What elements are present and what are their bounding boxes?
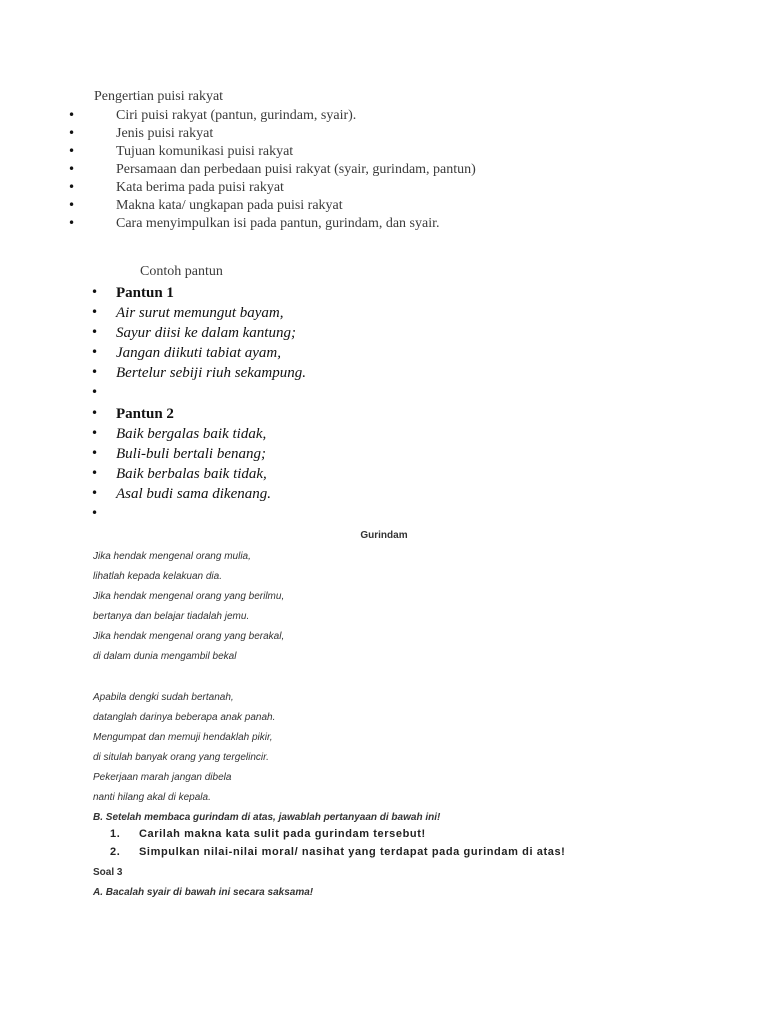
bullet: • — [91, 345, 99, 359]
pantun-line: Air surut memungut bayam, — [116, 305, 284, 321]
bullet: • — [91, 305, 99, 319]
bullet: • — [68, 144, 76, 158]
bullet: • — [68, 162, 76, 176]
gurindam-line: lihatlah kepada kelakuan dia. — [93, 571, 222, 582]
list-item-text: Ciri puisi rakyat (pantun, gurindam, syair). — [116, 108, 357, 123]
bullet: • — [91, 446, 99, 460]
bullet: • — [91, 406, 99, 420]
bullet: • — [68, 216, 76, 230]
bullet: • — [91, 486, 99, 500]
gurindam-line: nanti hilang akal di kepala. — [93, 792, 211, 803]
question-number: 1. — [110, 828, 121, 840]
bullet: • — [91, 466, 99, 480]
instruction-a: A. Bacalah syair di bawah ini secara saksama! — [93, 887, 314, 898]
section-title-gurindam: Gurindam — [360, 530, 408, 541]
question-text: Simpulkan nilai-nilai moral/ nasihat yang terdapat pada gurindam di atas! — [139, 846, 566, 858]
bullet: • — [68, 198, 76, 212]
list-item-text: Persamaan dan perbedaan puisi rakyat (syair, gurindam, pantun) — [116, 162, 476, 177]
gurindam-line: di situlah banyak orang yang tergelincir. — [93, 752, 269, 763]
bullet: • — [91, 506, 99, 520]
bullet: • — [68, 108, 76, 122]
question-number: 2. — [110, 846, 121, 858]
instruction-b: B. Setelah membaca gurindam di atas, jawablah pertanyaan di bawah ini! — [93, 812, 441, 823]
gurindam-line: Pekerjaan marah jangan dibela — [93, 772, 232, 783]
pantun-line: Buli-buli bertali benang; — [116, 446, 266, 462]
gurindam-line: datanglah darinya beberapa anak panah. — [93, 712, 276, 723]
pantun-heading: Pantun 1 — [116, 285, 174, 301]
pantun-heading: Pantun 2 — [116, 406, 174, 422]
bullet: • — [91, 365, 99, 379]
bullet: • — [91, 385, 99, 399]
section-title-pengertian: Pengertian puisi rakyat — [94, 89, 224, 104]
bullet: • — [91, 285, 99, 299]
soal-3-label: Soal 3 — [93, 867, 123, 878]
list-item-text: Cara menyimpulkan isi pada pantun, gurindam, dan syair. — [116, 216, 440, 231]
list-item-text: Kata berima pada puisi rakyat — [116, 180, 284, 195]
gurindam-line: Mengumpat dan memuji hendaklah pikir, — [93, 732, 273, 743]
bullet: • — [91, 426, 99, 440]
gurindam-line: Apabila dengki sudah bertanah, — [93, 692, 234, 703]
pantun-line: Bertelur sebiji riuh sekampung. — [116, 365, 306, 381]
list-item-text: Makna kata/ ungkapan pada puisi rakyat — [116, 198, 343, 213]
gurindam-line: Jika hendak mengenal orang yang berakal, — [93, 631, 285, 642]
section-title-pantun: Contoh pantun — [140, 264, 223, 279]
pantun-line: Baik bergalas baik tidak, — [116, 426, 267, 442]
bullet: • — [68, 126, 76, 140]
gurindam-line: Jika hendak mengenal orang yang berilmu, — [93, 591, 285, 602]
pantun-line: Baik berbalas baik tidak, — [116, 466, 267, 482]
pantun-line: Jangan diikuti tabiat ayam, — [116, 345, 281, 361]
pantun-line: Sayur diisi ke dalam kantung; — [116, 325, 296, 341]
question-text: Carilah makna kata sulit pada gurindam tersebut! — [139, 828, 426, 840]
list-item-text: Jenis puisi rakyat — [116, 126, 214, 141]
list-item-text: Tujuan komunikasi puisi rakyat — [116, 144, 294, 159]
gurindam-line: Jika hendak mengenal orang mulia, — [93, 551, 251, 562]
pantun-line: Asal budi sama dikenang. — [116, 486, 271, 502]
gurindam-line: di dalam dunia mengambil bekal — [93, 651, 237, 662]
bullet: • — [91, 325, 99, 339]
gurindam-line: bertanya dan belajar tiadalah jemu. — [93, 611, 250, 622]
bullet: • — [68, 180, 76, 194]
